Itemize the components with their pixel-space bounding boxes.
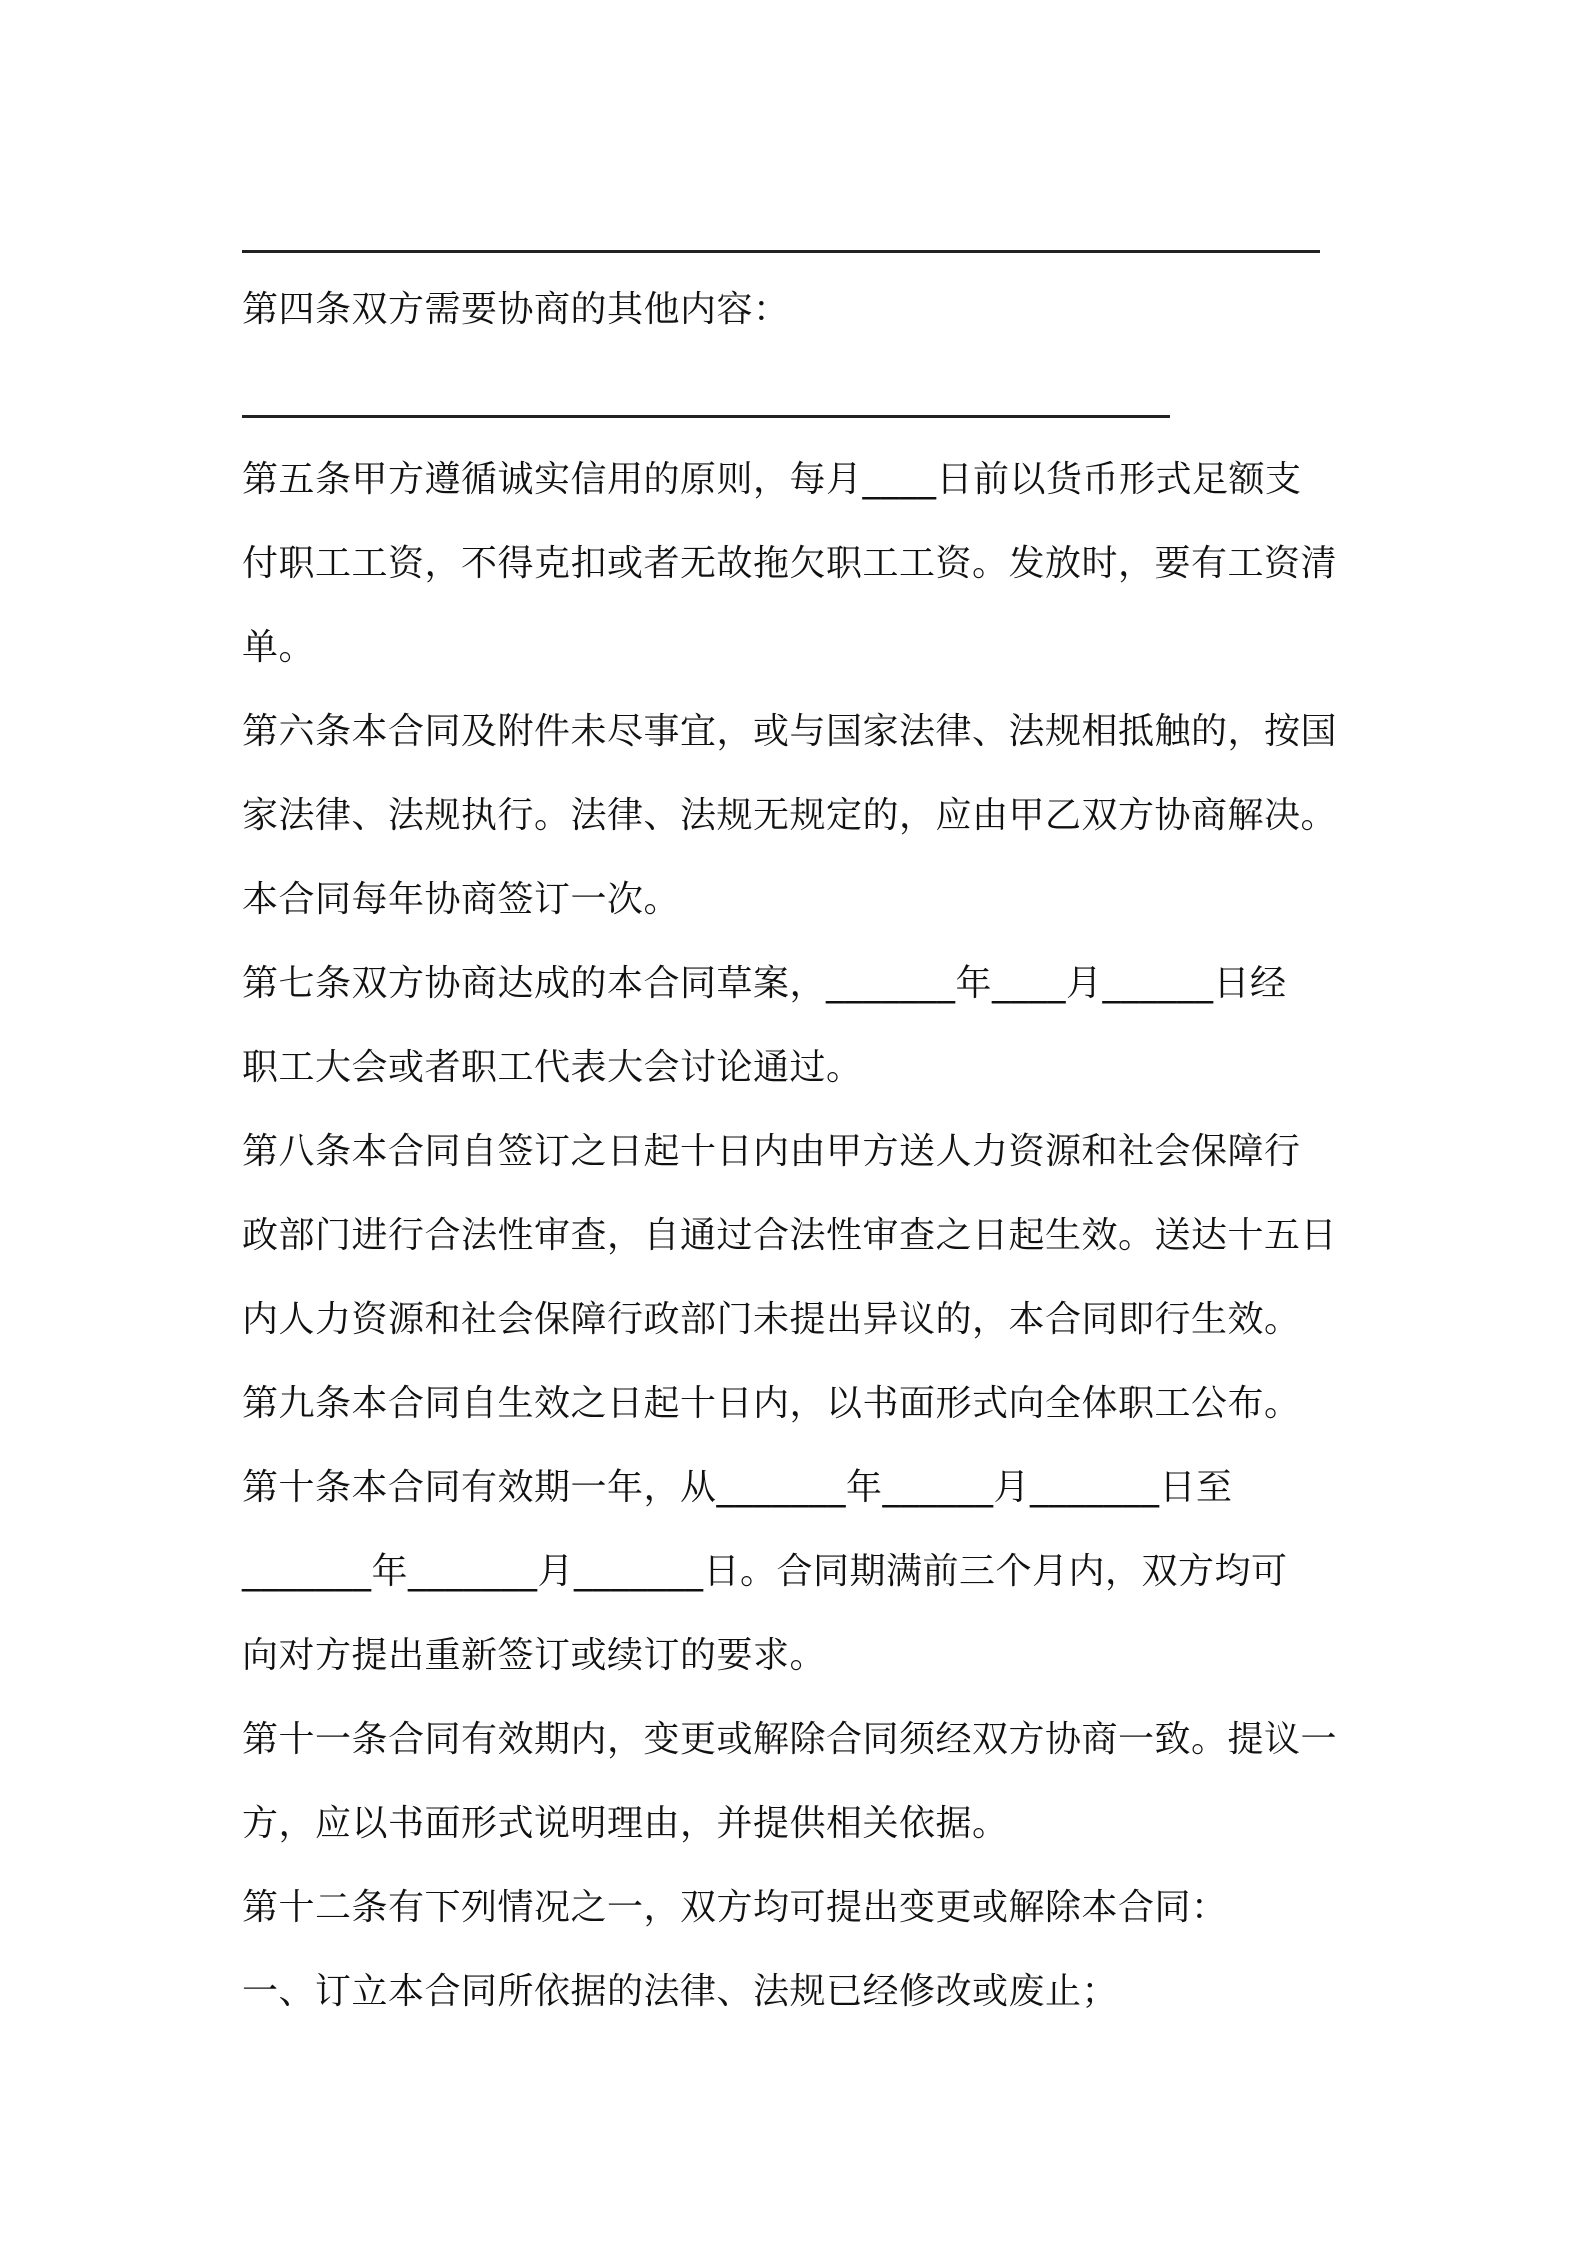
blank-fill-line — [242, 250, 1320, 253]
clause-12-item-1: 一、订立本合同所依据的法律、法规已经修改或废止； — [242, 1971, 1119, 2012]
clause-8-line-2: 政部门进行合法性审查，自通过合法性审查之日起生效。送达十五日 — [242, 1215, 1338, 1256]
clause-11-line-2: 方，应以书面形式说明理由，并提供相关依据。 — [242, 1803, 1009, 1844]
clause-6-line-1: 第六条本合同及附件未尽事宜，或与国家法律、法规相抵触的，按国 — [242, 711, 1338, 752]
clause-8-line-1: 第八条本合同自签订之日起十日内由甲方送人力资源和社会保障行 — [242, 1131, 1301, 1172]
clause-6-line-2: 家法律、法规执行。法律、法规无规定的，应由甲乙双方协商解决。 — [242, 795, 1338, 836]
clause-7-line-2: 职工大会或者职工代表大会讨论通过。 — [242, 1047, 863, 1088]
blank-fill-line — [242, 415, 1170, 418]
clause-10-line-3: 向对方提出重新签订或续订的要求。 — [242, 1635, 827, 1676]
clause-6-line-3: 本合同每年协商签订一次。 — [242, 879, 681, 920]
clause-4-title: 第四条双方需要协商的其他内容： — [242, 289, 790, 330]
clause-5-line-1: 第五条甲方遵循诚实信用的原则，每月____日前以货币形式足额支 — [242, 459, 1302, 500]
clause-10-line-1: 第十条本合同有效期一年，从_______年______月_______日至 — [242, 1467, 1233, 1508]
clause-8-line-3: 内人力资源和社会保障行政部门未提出异议的，本合同即行生效。 — [242, 1299, 1301, 1340]
clause-5-line-2: 付职工工资，不得克扣或者无故拖欠职工工资。发放时，要有工资清 — [242, 543, 1338, 584]
clause-11-line-1: 第十一条合同有效期内，变更或解除合同须经双方协商一致。提议一 — [242, 1719, 1338, 1760]
clause-12-line-1: 第十二条有下列情况之一，双方均可提出变更或解除本合同： — [242, 1887, 1228, 1928]
clause-9-line-1: 第九条本合同自生效之日起十日内，以书面形式向全体职工公布。 — [242, 1383, 1301, 1424]
clause-10-line-2: _______年_______月_______日。合同期满前三个月内，双方均可 — [242, 1551, 1288, 1592]
clause-5-line-3: 单。 — [242, 627, 316, 668]
clause-7-line-1: 第七条双方协商达成的本合同草案，_______年____月______日经 — [242, 963, 1287, 1004]
